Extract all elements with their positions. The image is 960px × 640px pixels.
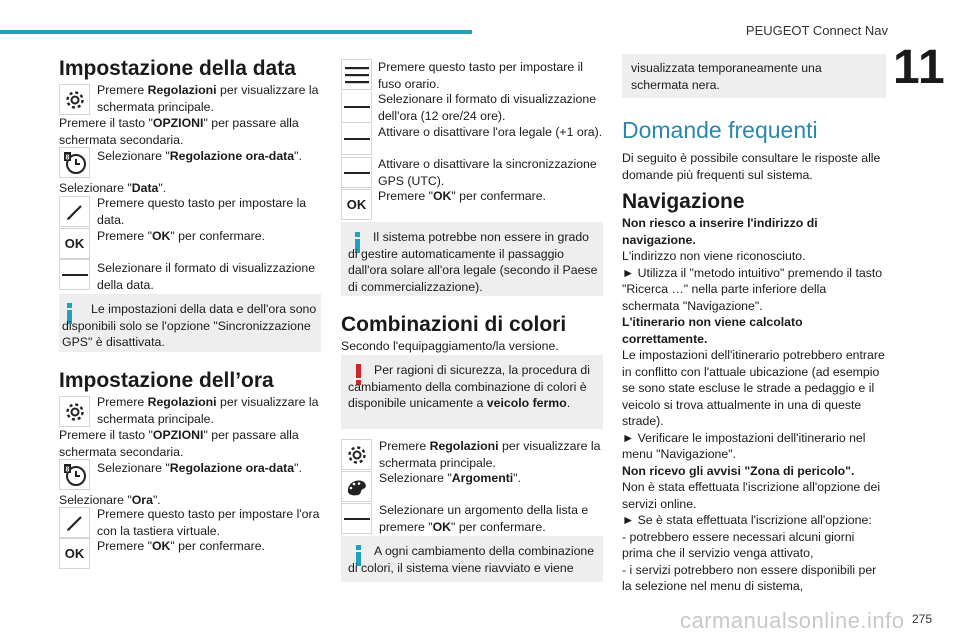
format-bar-icon: [59, 259, 90, 290]
pencil-icon: [59, 507, 90, 538]
faq-intro: Di seguito è possibile consultare le risposte alle domande più frequenti sul sistema.: [622, 151, 881, 182]
time-step-6: Premere "OK" per confermare.: [97, 539, 265, 553]
faq-action-2: ► Verificare le impostazioni dell'itinerario nel menu "Navigazione".: [622, 430, 866, 461]
date-step-5: Premere questo tasto per impostare la data.: [97, 196, 307, 227]
faq-answer-3: Non è stata effettuata l'iscrizione all'opzione dei servizi online.: [622, 480, 881, 511]
time-step-7: Premere questo tasto per impostare il fuso orario.: [378, 60, 584, 91]
faq-navigation: [622, 215, 886, 595]
clock-icon: [59, 147, 90, 178]
faq-question-2: L'itinerario non viene calcolato correttamente.: [622, 315, 803, 346]
toggle-bar-icon: [341, 124, 372, 155]
faq-action-3-item-1: - potrebbero essere necessari alcuni giorni prima che il servizio venga attivato,: [622, 529, 855, 560]
faq-question-1: Non riesco a inserire l'indirizzo di navigazione.: [622, 216, 818, 247]
list-bar-icon: [341, 503, 372, 534]
time-step-1: Premere Regolazioni per visualizzare la schermata principale.: [97, 395, 319, 426]
colors-step-2: Selezionare "Argomenti".: [379, 471, 522, 485]
date-step-6: Premere "OK" per confermare.: [97, 229, 265, 243]
ok-button-icon: OK: [341, 189, 372, 220]
section-title-navigation: Navigazione: [622, 190, 745, 213]
faq-question-3: Non ricevo gli avvisi "Zona di pericolo".: [622, 463, 855, 478]
time-step-4: Selezionare "Ora".: [59, 493, 161, 507]
settings-gear-icon: [59, 84, 90, 115]
section-title-faq: Domande frequenti: [622, 117, 818, 143]
section-title-time: Impostazione dell’ora: [59, 369, 274, 392]
date-step-1: Premere Regolazioni per visualizzare la schermata principale.: [97, 83, 319, 114]
ok-button-icon: OK: [59, 538, 90, 569]
palette-icon: [341, 471, 372, 502]
ok-button-icon: OK: [59, 228, 90, 259]
chapter-number: 11: [893, 41, 946, 94]
faq-answer-2: Le impostazioni dell'itinerario potrebbero entrare in conflitto con l'attuale ubicazione (ad esempio se sono state escluse le strade a pedaggio e il veicolo si trova attualmente in una di queste strade).: [622, 348, 885, 428]
time-step-8: Selezionare il formato di visualizzazione dell'ora (12 ore/24 ore).: [378, 92, 597, 123]
gps-bar-icon: [341, 157, 372, 188]
faq-action-3: ► Se è stata effettuata l'iscrizione all'opzione:: [622, 513, 872, 527]
section-title-date: Impostazione della data: [59, 57, 296, 80]
info-box-continued: visualizzata temporaneamente una schermata nera.: [622, 54, 886, 98]
faq-action-1: ► Utilizza il "metodo intuitivo" premendo il tasto "Ricerca …" nella parte inferiore della schermata "Navigazione".: [622, 265, 883, 313]
page-number: 275: [911, 612, 932, 626]
warning-box-colors: Per ragioni di sicurezza, la procedura di cambiamento della combinazione di colori è disponibile unicamente a veicolo fermo.: [341, 355, 603, 429]
time-step-11: Premere "OK" per confermare.: [378, 189, 546, 203]
watermark: carmanualsonline.info: [680, 608, 905, 633]
date-step-3: Selezionare "Regolazione ora-data".: [97, 149, 302, 163]
date-step-7: Selezionare il formato di visualizzazione della data.: [97, 261, 316, 292]
date-step-4: Selezionare "Data".: [59, 181, 167, 195]
faq-action-3-item-2: - i servizi potrebbero non essere disponibili per la selezione nel menu di sistema,: [622, 562, 877, 593]
svg-text:8: 8: [65, 466, 69, 473]
time-step-9: Attivare o disattivare l'ora legale (+1 ora).: [378, 125, 603, 139]
date-step-2: Premere il tasto "OPZIONI" per passare alla schermata secondaria.: [59, 116, 299, 147]
colors-step-3: Selezionare un argomento della lista e premere "OK" per confermare.: [379, 503, 589, 534]
header-title: PEUGEOT Connect Nav: [745, 23, 888, 38]
section-title-colors: Combinazioni di colori: [341, 313, 567, 336]
pencil-icon: [59, 196, 90, 227]
faq-answer-1: L'indirizzo non viene riconosciuto.: [622, 249, 806, 263]
menu-icon: [341, 59, 372, 90]
header-accent-bar: [0, 30, 472, 34]
colors-step-1: Premere Regolazioni per visualizzare la schermata principale.: [379, 439, 601, 470]
settings-gear-icon: [59, 396, 90, 427]
svg-text:8: 8: [65, 154, 69, 161]
format-bar-icon: [341, 92, 372, 123]
time-step-5: Premere questo tasto per impostare l'ora con la tastiera virtuale.: [97, 507, 320, 538]
clock-icon: [59, 459, 90, 490]
time-step-3: Selezionare "Regolazione ora-data".: [97, 461, 302, 475]
time-step-2: Premere il tasto "OPZIONI" per passare alla schermata secondaria.: [59, 428, 299, 459]
colors-intro: Secondo l'equipaggiamento/la versione.: [341, 339, 559, 353]
info-box-restart: A ogni cambiamento della combinazione di colori, il sistema viene riavviato e viene: [341, 536, 603, 582]
info-box-date: Le impostazioni della data e dell'ora sono disponibili solo se l'opzione "Sincronizzazione GPS" è disattivata.: [59, 294, 321, 352]
settings-gear-icon: [341, 439, 372, 470]
time-step-10: Attivare o disattivare la sincronizzazione GPS (UTC).: [378, 157, 597, 188]
info-box-dst: Il sistema potrebbe non essere in grado di gestire automaticamente il passaggio dall'ora solare all'ora legale (secondo il Paese di commercializzazione).: [341, 222, 603, 296]
